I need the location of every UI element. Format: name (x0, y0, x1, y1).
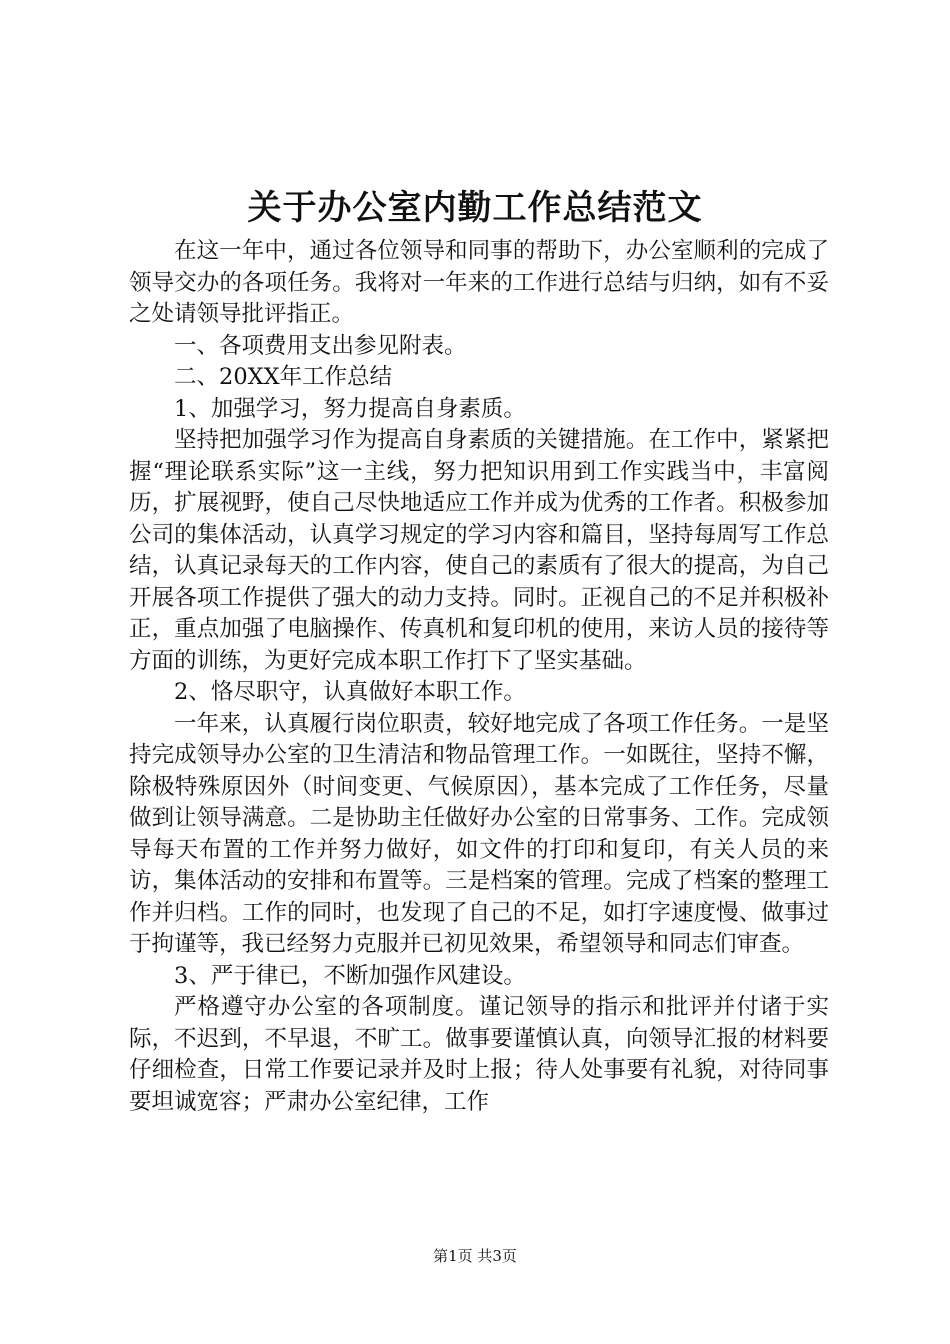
paragraph-heading-expenses: 一、各项费用支出参见附表。 (174, 332, 467, 359)
paragraph-intro: 在这一年中，通过各位领导和同事的帮助下，办公室顺利的完成了领导交办的各项任务。我将对一年来的工作进行总结与归纳，如有不妥之处请领导批评指正。 (129, 238, 829, 327)
paragraph-subheading-discipline: 3、严于律已，不断加强作风建设。 (174, 962, 526, 989)
paragraph-study: 坚持把加强学习作为提高自身素质的关键措施。在工作中，紧紧把握“理论联系实际”这一主线，努力把知识用到工作实践当中，丰富阅历，扩展视野，使自己尽快地适应工作并成为优秀的工作者。积极参加公司的集体活动，认真学习规定的学习内容和篇目，坚持每周写工作总结，认真记录每天的工作内容，使自己的素质有了很大的提高，为自己开展各项工作提供了强大的动力支持。同时。正视自己的不足并积极补正，重点加强了电脑操作、传真机和复印机的使用，来访人员的接待等方面的训练，为更好完成本职工作打下了坚实基础。 (129, 427, 829, 674)
paragraph-discipline: 严格遵守办公室的各项制度。谨记领导的指示和批评并付诸于实际，不迟到，不早退，不旷工。做事要谨慎认真，向领导汇报的材料要仔细检查，日常工作要记录并及时上报；待人处事要有礼貌，对待同事要坦诚宽容；严肃办公室纪律，工作 (129, 994, 829, 1115)
paragraph-heading-summary: 二、20XX年工作总结 (174, 364, 393, 390)
document-body (129, 236, 829, 1118)
document-title: 关于办公室内勤工作总结范文 (247, 188, 703, 228)
page-number-footer: 第1页 共3页 (433, 1247, 517, 1265)
paragraph-subheading-duty: 2、恪尽职守，认真做好本职工作。 (174, 679, 526, 705)
paragraph-subheading-study: 1、加强学习，努力提高自身素质。 (174, 395, 526, 422)
paragraph-duty: 一年来，认真履行岗位职责，较好地完成了各项工作任务。一是坚持完成领导办公室的卫生清洁和物品管理工作。一如既往，坚持不懈，除极特殊原因外（时间变更、气候原因），基本完成了工作任务，尽量做到让领导满意。二是协助主任做好办公室的日常事务、工作。完成领导每天布置的工作并努力做好，如文件的打印和复印，有关人员的来访，集体活动的安排和布置等。三是档案的管理。完成了档案的整理工作并归档。工作的同时，也发现了自己的不足，如打字速度慢、做事过于拘谨等，我已经努力克服并已初见效果，希望领导和同志们审查。 (129, 710, 829, 957)
